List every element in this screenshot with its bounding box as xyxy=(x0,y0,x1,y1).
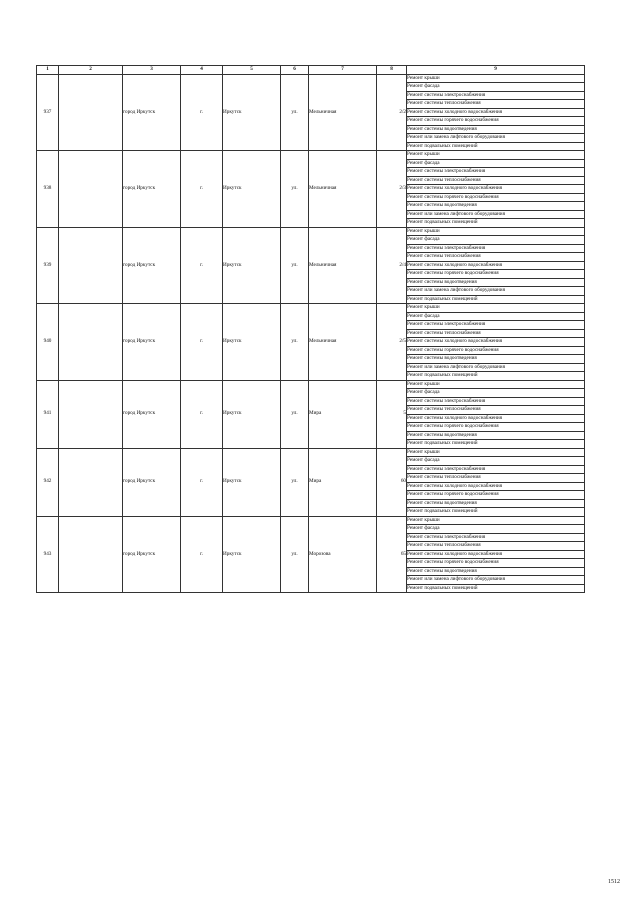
work-type-cell: Ремонт системы теплоснабжения xyxy=(407,176,585,185)
municipality-cell: город Иркутск xyxy=(123,304,181,381)
settlement-type-cell: г. xyxy=(181,151,223,228)
work-type-cell: Ремонт фасада xyxy=(407,236,585,245)
page-number: 1512 xyxy=(608,879,620,885)
work-type-cell: Ремонт крыши xyxy=(407,448,585,457)
record-number: 937 xyxy=(37,74,59,151)
house-number-cell: 2/2 xyxy=(377,74,407,151)
street-type-cell: ул. xyxy=(281,380,309,448)
work-type-cell: Ремонт системы водоотведения xyxy=(407,431,585,440)
street-name-cell: Мельничная xyxy=(309,227,377,304)
settlement-name-cell: Иркутск xyxy=(223,227,281,304)
empty-cell xyxy=(59,516,123,593)
work-type-cell: Ремонт фасада xyxy=(407,159,585,168)
work-type-cell: Ремонт системы холодного водоснабжения xyxy=(407,482,585,491)
work-type-cell: Ремонт системы теплоснабжения xyxy=(407,542,585,551)
work-type-cell: Ремонт подвальных помещений xyxy=(407,219,585,228)
table-row xyxy=(37,516,585,525)
work-type-cell: Ремонт системы водоотведения xyxy=(407,278,585,287)
work-type-cell: Ремонт системы водоотведения xyxy=(407,567,585,576)
work-type-cell: Ремонт системы водоотведения xyxy=(407,499,585,508)
settlement-name-cell: Иркутск xyxy=(223,304,281,381)
empty-cell xyxy=(59,380,123,448)
empty-cell xyxy=(59,227,123,304)
header-cell-9: 9 xyxy=(407,66,585,75)
work-type-cell: Ремонт подвальных помещений xyxy=(407,440,585,449)
work-type-cell: Ремонт системы водоотведения xyxy=(407,125,585,134)
header-cell-6: 6 xyxy=(281,66,309,75)
street-name-cell: Мельничная xyxy=(309,151,377,228)
street-type-cell: ул. xyxy=(281,227,309,304)
settlement-name-cell: Иркутск xyxy=(223,74,281,151)
table-row xyxy=(37,74,585,83)
work-type-cell: Ремонт системы теплоснабжения xyxy=(407,100,585,109)
empty-cell xyxy=(59,151,123,228)
settlement-type-cell: г. xyxy=(181,74,223,151)
street-name-cell: Мира xyxy=(309,448,377,516)
street-type-cell: ул. xyxy=(281,304,309,381)
table-body xyxy=(37,74,585,593)
work-type-cell: Ремонт или замена лифтового оборудования xyxy=(407,210,585,219)
header-cell-7: 7 xyxy=(309,66,377,75)
work-type-cell: Ремонт крыши xyxy=(407,74,585,83)
work-type-cell: Ремонт системы электроснабжения xyxy=(407,244,585,253)
street-type-cell: ул. xyxy=(281,448,309,516)
work-type-cell: Ремонт системы холодного водоснабжения xyxy=(407,414,585,423)
street-name-cell: Морозова xyxy=(309,516,377,593)
work-type-cell: Ремонт системы электроснабжения xyxy=(407,91,585,100)
table-row xyxy=(37,227,585,236)
record-number: 939 xyxy=(37,227,59,304)
empty-cell xyxy=(59,74,123,151)
work-type-cell: Ремонт крыши xyxy=(407,380,585,389)
settlement-type-cell: г. xyxy=(181,227,223,304)
work-type-cell: Ремонт крыши xyxy=(407,516,585,525)
record-number: 938 xyxy=(37,151,59,228)
work-type-cell: Ремонт фасада xyxy=(407,389,585,398)
work-type-cell: Ремонт системы электроснабжения xyxy=(407,533,585,542)
work-type-cell: Ремонт системы водоотведения xyxy=(407,202,585,211)
street-name-cell: Мельничная xyxy=(309,304,377,381)
work-type-cell: Ремонт фасада xyxy=(407,83,585,92)
work-type-cell: Ремонт фасада xyxy=(407,312,585,321)
header-cell-1: 1 xyxy=(37,66,59,75)
work-type-cell: Ремонт системы горячего водоснабжения xyxy=(407,193,585,202)
work-type-cell: Ремонт системы электроснабжения xyxy=(407,465,585,474)
work-type-cell: Ремонт системы водоотведения xyxy=(407,355,585,364)
street-name-cell: Мира xyxy=(309,380,377,448)
work-type-cell: Ремонт или замена лифтового оборудования xyxy=(407,134,585,143)
street-name-cell: Мельничная xyxy=(309,74,377,151)
municipality-cell: город Иркутск xyxy=(123,516,181,593)
empty-cell xyxy=(59,304,123,381)
house-number-cell: 2/4 xyxy=(377,227,407,304)
repair-table xyxy=(36,65,585,593)
header-row xyxy=(37,66,585,75)
record-number: 940 xyxy=(37,304,59,381)
settlement-name-cell: Иркутск xyxy=(223,448,281,516)
work-type-cell: Ремонт системы горячего водоснабжения xyxy=(407,491,585,500)
header-cell-5: 5 xyxy=(223,66,281,75)
work-type-cell: Ремонт подвальных помещений xyxy=(407,584,585,593)
settlement-type-cell: г. xyxy=(181,516,223,593)
record-number: 943 xyxy=(37,516,59,593)
work-type-cell: Ремонт крыши xyxy=(407,151,585,160)
work-type-cell: Ремонт системы горячего водоснабжения xyxy=(407,270,585,279)
house-number-cell: 60 xyxy=(377,448,407,516)
work-type-cell: Ремонт системы электроснабжения xyxy=(407,168,585,177)
work-type-cell: Ремонт фасада xyxy=(407,525,585,534)
work-type-cell: Ремонт крыши xyxy=(407,227,585,236)
table-row xyxy=(37,151,585,160)
work-type-cell: Ремонт или замена лифтового оборудования xyxy=(407,287,585,296)
street-type-cell: ул. xyxy=(281,151,309,228)
work-type-cell: Ремонт системы холодного водоснабжения xyxy=(407,185,585,194)
work-type-cell: Ремонт системы холодного водоснабжения xyxy=(407,261,585,270)
header-cell-8: 8 xyxy=(377,66,407,75)
work-type-cell: Ремонт системы горячего водоснабжения xyxy=(407,117,585,126)
municipality-cell: город Иркутск xyxy=(123,151,181,228)
work-type-cell: Ремонт фасада xyxy=(407,457,585,466)
work-type-cell: Ремонт подвальных помещений xyxy=(407,142,585,151)
table-row xyxy=(37,304,585,313)
house-number-cell: 2/3 xyxy=(377,151,407,228)
work-type-cell: Ремонт системы горячего водоснабжения xyxy=(407,423,585,432)
street-type-cell: ул. xyxy=(281,516,309,593)
record-number: 942 xyxy=(37,448,59,516)
municipality-cell: город Иркутск xyxy=(123,227,181,304)
settlement-type-cell: г. xyxy=(181,304,223,381)
work-type-cell: Ремонт системы холодного водоснабжения xyxy=(407,550,585,559)
municipality-cell: город Иркутск xyxy=(123,74,181,151)
empty-cell xyxy=(59,448,123,516)
municipality-cell: город Иркутск xyxy=(123,380,181,448)
work-type-cell: Ремонт системы электроснабжения xyxy=(407,321,585,330)
house-number-cell: 5 xyxy=(377,380,407,448)
work-type-cell: Ремонт системы холодного водоснабжения xyxy=(407,108,585,117)
header-cell-2: 2 xyxy=(59,66,123,75)
work-type-cell: Ремонт системы холодного водоснабжения xyxy=(407,338,585,347)
work-type-cell: Ремонт подвальных помещений xyxy=(407,508,585,517)
work-type-cell: Ремонт крыши xyxy=(407,304,585,313)
work-type-cell: Ремонт или замена лифтового оборудования xyxy=(407,363,585,372)
work-type-cell: Ремонт системы электроснабжения xyxy=(407,397,585,406)
work-type-cell: Ремонт системы горячего водоснабжения xyxy=(407,346,585,355)
table-row xyxy=(37,448,585,457)
table-row xyxy=(37,380,585,389)
house-number-cell: 2/5 xyxy=(377,304,407,381)
work-type-cell: Ремонт системы теплоснабжения xyxy=(407,253,585,262)
settlement-name-cell: Иркутск xyxy=(223,151,281,228)
municipality-cell: город Иркутск xyxy=(123,448,181,516)
settlement-type-cell: г. xyxy=(181,448,223,516)
settlement-name-cell: Иркутск xyxy=(223,516,281,593)
settlement-type-cell: г. xyxy=(181,380,223,448)
work-type-cell: Ремонт системы теплоснабжения xyxy=(407,329,585,338)
header-cell-3: 3 xyxy=(123,66,181,75)
settlement-name-cell: Иркутск xyxy=(223,380,281,448)
header-cell-4: 4 xyxy=(181,66,223,75)
work-type-cell: Ремонт или замена лифтового оборудования xyxy=(407,576,585,585)
work-type-cell: Ремонт подвальных помещений xyxy=(407,295,585,304)
street-type-cell: ул. xyxy=(281,74,309,151)
work-type-cell: Ремонт системы теплоснабжения xyxy=(407,474,585,483)
record-number: 941 xyxy=(37,380,59,448)
work-type-cell: Ремонт системы горячего водоснабжения xyxy=(407,559,585,568)
work-type-cell: Ремонт системы теплоснабжения xyxy=(407,406,585,415)
house-number-cell: 65 xyxy=(377,516,407,593)
work-type-cell: Ремонт подвальных помещений xyxy=(407,372,585,381)
